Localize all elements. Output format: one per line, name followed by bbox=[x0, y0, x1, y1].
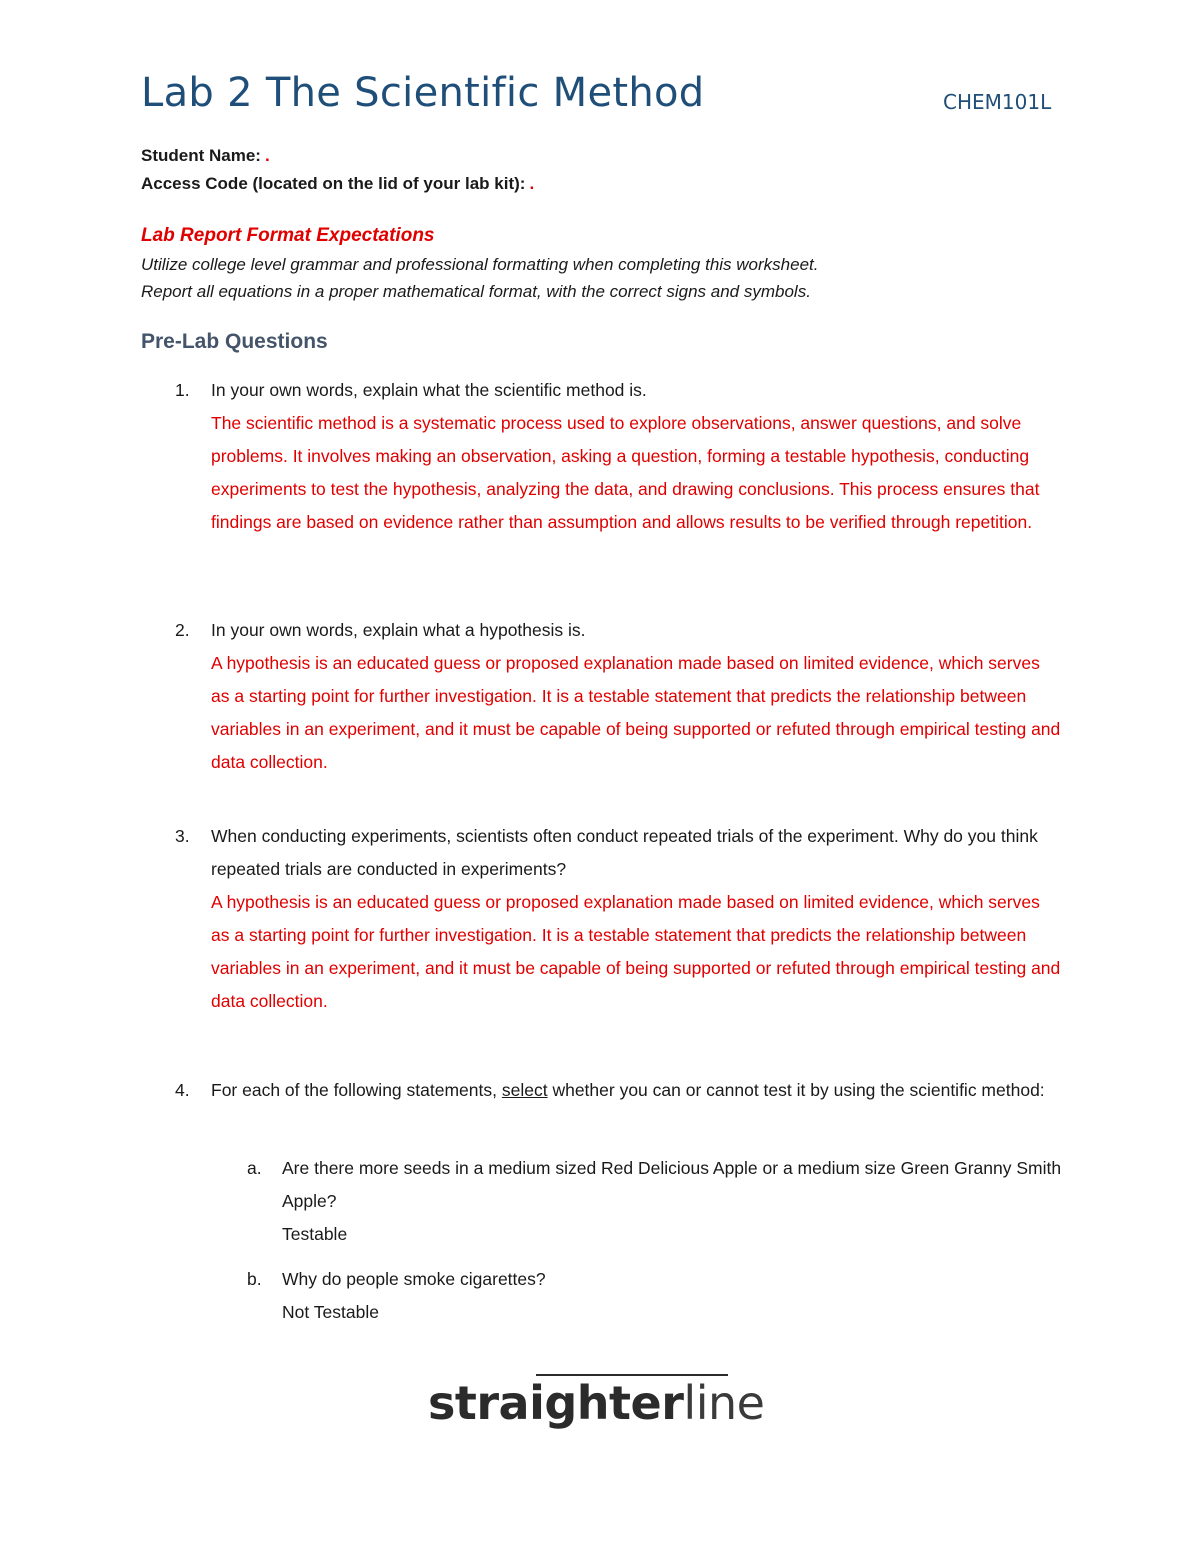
page-title: Lab 2 The Scientific Method bbox=[141, 70, 705, 116]
select-emphasis: select bbox=[501, 1080, 548, 1100]
question-3 bbox=[175, 820, 1061, 1018]
straighterline-logo bbox=[428, 1370, 768, 1440]
answer-text: A hypothesis is an educated guess or proposed explanation made based on limited evidence, which serves as a starting point for further investigation. It is a testable statement that predicts the relationship between variables in an experiment, and it must be capable of being supported or refuted through empirical testing and data collection. bbox=[211, 653, 1061, 772]
logo-bold-text: straighter bbox=[428, 1376, 684, 1430]
format-expectations-title: Lab Report Format Expectations bbox=[141, 225, 435, 246]
statement-letter: b. bbox=[247, 1269, 262, 1289]
answer-text: The scientific method is a systematic process used to explore observations, answer questions, and solve problems. It involves making an observation, asking a question, forming a testable hypothesis, conducting experiments to test the hypothesis, analyzing the data, and drawing conclusions. This process ensures that findings are based on evidence rather than assumption and allows results to be verified through repetition. bbox=[211, 413, 1040, 532]
access-code-label: Access Code (located on the lid of your lab kit): bbox=[141, 174, 526, 193]
student-name-label: Student Name: bbox=[141, 146, 261, 165]
question-number: 2. bbox=[175, 620, 190, 640]
question-2 bbox=[175, 614, 1061, 779]
question-text: In your own words, explain what a hypothesis is. bbox=[211, 620, 586, 640]
question-text-pre: For each of the following statements, bbox=[211, 1080, 497, 1100]
logo-light-text: line bbox=[683, 1376, 765, 1430]
statement-letter: a. bbox=[247, 1158, 262, 1178]
format-expectations-line-2: Report all equations in a proper mathematical format, with the correct signs and symbols. bbox=[141, 282, 811, 301]
statement-answer: Not Testable bbox=[282, 1302, 379, 1322]
question-text bbox=[211, 1074, 1061, 1107]
question-text-post: whether you can or cannot test it by using the scientific method: bbox=[552, 1080, 1045, 1100]
question-4 bbox=[175, 1074, 1061, 1107]
course-code: CHEM101L bbox=[943, 90, 1052, 114]
question-number: 4. bbox=[175, 1080, 190, 1100]
question-text: In your own words, explain what the scientific method is. bbox=[211, 380, 647, 400]
logo-wordmark bbox=[428, 1376, 764, 1430]
question-1 bbox=[175, 374, 1061, 539]
statement-b bbox=[247, 1263, 1062, 1329]
statement-text: Why do people smoke cigarettes? bbox=[282, 1269, 546, 1289]
statement-answer: Testable bbox=[282, 1224, 348, 1244]
access-code-value: . bbox=[529, 174, 535, 193]
prelab-heading: Pre-Lab Questions bbox=[141, 330, 328, 353]
student-name-value: . bbox=[264, 146, 270, 165]
question-number: 3. bbox=[175, 826, 190, 846]
format-expectations-line-1: Utilize college level grammar and professional formatting when completing this worksheet. bbox=[141, 255, 819, 274]
access-code-line bbox=[141, 174, 534, 194]
question-number: 1. bbox=[175, 380, 190, 400]
student-name-line bbox=[141, 146, 270, 166]
statement-a bbox=[247, 1152, 1062, 1251]
answer-text: A hypothesis is an educated guess or proposed explanation made based on limited evidence, which serves as a starting point for further investigation. It is a testable statement that predicts the relationship between variables in an experiment, and it must be capable of being supported or refuted through empirical testing and data collection. bbox=[211, 892, 1061, 1011]
question-text: When conducting experiments, scientists often conduct repeated trials of the experiment. Why do you think repeated trials are conducted in experiments? bbox=[211, 826, 1038, 879]
statement-text: Are there more seeds in a medium sized Red Delicious Apple or a medium size Green Granny Smith Apple? bbox=[282, 1158, 1062, 1211]
